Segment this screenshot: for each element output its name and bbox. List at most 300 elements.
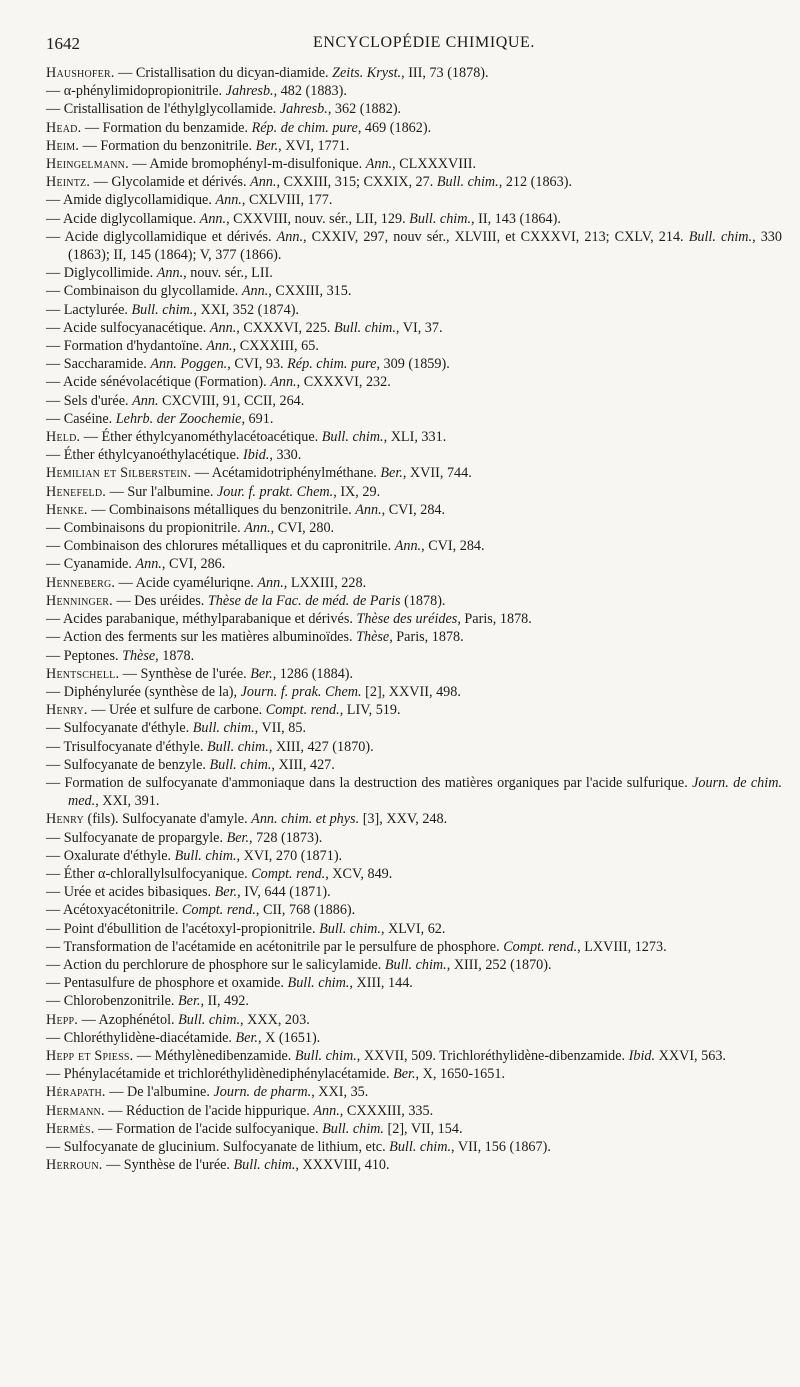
entry-source: Thèse de la Fac. de méd. de Paris	[207, 592, 401, 609]
bibliography-entry	[46, 337, 782, 355]
entry-source: Bull. chim.	[178, 1011, 240, 1028]
entry-source: Ann. chim. et phys.	[251, 811, 360, 828]
entry-title: Cristallisation de l'éthylglycollamide.	[60, 101, 280, 118]
entry-reference: , VI, 37.	[395, 319, 443, 336]
entry-title: Sulfocyanate d'éthyle.	[60, 720, 193, 737]
bibliography-entry	[46, 155, 782, 173]
bibliography-entry	[46, 537, 782, 555]
entry-reference: , Paris, 1878.	[389, 629, 464, 646]
entry-reference: , CXXIII, 315.	[268, 283, 352, 300]
entry-title: Urée et acides bibasiques.	[60, 884, 215, 901]
bibliography-entry	[46, 574, 782, 592]
ditto-dash: —	[46, 938, 61, 955]
ditto-dash: —	[46, 520, 61, 537]
entry-source: Ann.	[276, 228, 304, 245]
entry-reference: , XXX, 203.	[240, 1011, 310, 1028]
bibliography-entry	[46, 210, 782, 228]
entry-title: — Acide cyaméluriqne.	[115, 574, 258, 591]
entry-reference: , nouv. sér., LII.	[183, 265, 273, 282]
entry-reference: (1878).	[400, 592, 446, 609]
bibliography-entry	[46, 82, 782, 100]
entry-source: Ann.	[206, 338, 233, 355]
entry-reference: , IV, 644 (1871).	[237, 884, 331, 901]
entry-source: Ann.	[241, 283, 269, 300]
entry-source: Bull. chim.	[294, 1047, 357, 1064]
bibliography-entry	[46, 774, 782, 810]
entry-author: Hemilian et Silberstein.	[46, 465, 192, 482]
entry-reference: , CXXXVI, 225.	[236, 319, 335, 336]
entry-source: Compt. rend.	[251, 865, 326, 882]
bibliography-entry	[46, 920, 782, 938]
entry-source: Thèse	[356, 629, 390, 646]
entry-source: Bull. chim.	[322, 1120, 384, 1137]
entry-author: Henninger.	[46, 592, 113, 609]
entry-source: Ann.	[365, 156, 393, 173]
entry-title: Acide sénévolacétique (Formation).	[60, 374, 271, 391]
ditto-dash: —	[46, 720, 61, 737]
entry-author: Henry.	[46, 702, 88, 719]
entry-reference: CXCVIII, 91, CCII, 264.	[158, 392, 305, 409]
entry-reference: , XXI, 35.	[311, 1084, 369, 1101]
entry-source: Bull. chim.	[209, 756, 272, 773]
ditto-dash: —	[46, 1066, 61, 1083]
entry-source: Bull. chim.	[206, 738, 269, 755]
bibliography-entry	[46, 719, 782, 737]
entry-title: — Sur l'albumine.	[106, 483, 217, 500]
entry-source: Bull. chim.	[192, 720, 255, 737]
entry-title: Formation de sulfocyanate d'ammoniaque dans la destruction des matières organiques par l'acide sulfurique.	[60, 774, 693, 791]
entry-source: Rép. chim. pure	[287, 356, 377, 373]
entry-reference: , XLI, 331.	[383, 429, 447, 446]
entry-source: Ber.	[235, 1029, 258, 1046]
entry-source: Bull. chim.	[233, 1157, 296, 1174]
entry-title: Point d'ébullition de l'acétoxyl-propionitrile.	[60, 920, 320, 937]
bibliography-entry	[46, 901, 782, 919]
ditto-dash: —	[46, 447, 61, 464]
entry-title: Acides parabanique, méthylparabanique et dérivés.	[60, 611, 357, 628]
running-title: ENCYCLOPÉDIE CHIMIQUE.	[312, 34, 536, 51]
entry-source: Bull. chim.	[287, 975, 350, 992]
bibliography-entry	[46, 1029, 782, 1047]
bibliography-entry	[46, 1047, 782, 1065]
bibliography-entry	[46, 647, 782, 665]
bibliography-entry	[46, 974, 782, 992]
entry-source: Thèse	[122, 647, 156, 664]
entry-title: Acide diglycollamidique et dérivés.	[60, 228, 277, 245]
entry-title: — Acétamidotriphénylméthane.	[191, 465, 381, 482]
entry-reference: , II, 143 (1864).	[471, 210, 561, 227]
entry-author: Henke.	[46, 501, 88, 518]
entry-author: Henneberg.	[46, 574, 116, 591]
entry-reference: , CXXIII, 315; CXXIX, 27.	[276, 174, 437, 191]
bibliography-entry	[46, 137, 782, 155]
entry-reference: , 212 (1863).	[498, 174, 573, 191]
entry-title: — Formation du benzonitrile.	[79, 137, 256, 154]
bibliography-entry	[46, 264, 782, 282]
entry-title: Caséine.	[60, 410, 116, 427]
entry-source: Compt. rend.	[181, 902, 256, 919]
bibliography-entry	[46, 319, 782, 337]
bibliography-entry	[46, 938, 782, 956]
entry-title: Acide sulfocyanacétique.	[60, 319, 210, 336]
bibliography-entry	[46, 1120, 782, 1138]
entry-reference: [3], XXV, 248.	[359, 811, 448, 828]
bibliography-entry	[46, 373, 782, 391]
entry-source: Bull. chim.	[334, 319, 396, 336]
ditto-dash: —	[46, 847, 61, 864]
entry-reference: , XIII, 427.	[271, 756, 335, 773]
entry-author: Held.	[46, 429, 81, 446]
entry-title: — De l'albumine.	[105, 1084, 214, 1101]
ditto-dash: —	[46, 283, 61, 300]
entry-source: Compt. rend.	[503, 938, 578, 955]
bibliography-entry	[46, 883, 782, 901]
entry-reference: [2], VII, 154.	[383, 1120, 463, 1137]
entry-source: Ibid.	[242, 447, 270, 464]
entry-reference: , 469 (1862).	[357, 119, 432, 136]
entry-reference: , XVII, 744.	[402, 465, 472, 482]
ditto-dash: —	[46, 756, 61, 773]
ditto-dash: —	[46, 556, 61, 573]
entry-reference: , XXI, 352 (1874).	[193, 301, 299, 318]
entry-author: Head.	[46, 119, 82, 136]
entry-title: Action du perchlorure de phosphore sur le salicylamide.	[60, 956, 385, 973]
entry-title: Sulfocyanate de propargyle.	[60, 829, 227, 846]
ditto-dash: —	[46, 629, 61, 646]
entry-title: — Synthèse de l'urée.	[102, 1157, 234, 1174]
bibliography-entry	[46, 100, 782, 118]
bibliography-entry	[46, 428, 782, 446]
bibliography-entry	[46, 446, 782, 464]
entry-title: — Méthylènedibenzamide.	[133, 1047, 295, 1064]
entry-reference: , 309 (1859).	[376, 356, 450, 373]
entry-reference: , XIII, 427 (1870).	[268, 738, 374, 755]
entry-title: Sulfocyanate de benzyle.	[60, 756, 210, 773]
entry-reference: , II, 492.	[200, 993, 249, 1010]
entry-reference: , CVI, 286.	[161, 556, 226, 573]
bibliography-entry	[46, 592, 782, 610]
entry-reference: , XIII, 144.	[349, 975, 413, 992]
entry-title: Saccharamide.	[60, 356, 151, 373]
entry-source: Journ. f. prak. Chem.	[240, 683, 362, 700]
entry-title: Combinaison du glycollamide.	[60, 283, 242, 300]
entry-source: Bull. chim.	[436, 174, 499, 191]
entry-reference: , XLVI, 62.	[380, 920, 446, 937]
entry-source: Ann.	[135, 556, 162, 573]
ditto-dash: —	[46, 192, 61, 209]
entry-source: Ann.	[394, 538, 422, 555]
entry-reference: , LIV, 519.	[339, 702, 401, 719]
entry-reference: XXVI, 563.	[655, 1047, 726, 1064]
entry-reference: , 330.	[269, 447, 302, 464]
ditto-dash: —	[46, 829, 61, 846]
bibliography-entry	[46, 173, 782, 191]
ditto-dash: —	[46, 611, 61, 628]
entry-title: Acétoxyacétonitrile.	[60, 902, 182, 919]
entry-reference: , CVI, 280.	[270, 520, 335, 537]
entry-source: Bull. chim.	[174, 847, 237, 864]
entry-reference: , IX, 29.	[333, 483, 381, 500]
bibliography-entry	[46, 555, 782, 573]
entry-reference: , XXVII, 509. Trichloréthylidène-dibenzamide.	[356, 1047, 629, 1064]
entry-author: Hepp et Spiess.	[46, 1047, 134, 1064]
ditto-dash: —	[46, 993, 61, 1010]
ditto-dash: —	[46, 301, 61, 318]
entry-source: Ber.	[255, 137, 279, 154]
entry-author: Hermès.	[46, 1120, 95, 1137]
entry-title: — Synthèse de l'urée.	[119, 665, 251, 682]
bibliography-entry	[46, 756, 782, 774]
ditto-dash: —	[46, 228, 61, 245]
entry-reference: , X, 1650-1651.	[415, 1066, 506, 1083]
entry-reference: , 728 (1873).	[249, 829, 323, 846]
entry-source: Ann.	[313, 1102, 340, 1119]
entry-title: α-phénylimidopropionitrile.	[60, 83, 226, 100]
entry-source: Ber.	[226, 829, 250, 846]
entry-reference: , CXXIV, 297, nouv sér., XLVIII, et CXXXVI, 213; CXLV, 214.	[303, 228, 689, 245]
entry-source: Ibid.	[628, 1047, 656, 1064]
entry-title: Chlorobenzonitrile.	[60, 993, 178, 1010]
entry-source: Ann.	[257, 574, 284, 591]
entry-title: Oxalurate d'éthyle.	[60, 847, 175, 864]
ditto-dash: —	[46, 884, 61, 901]
entry-author: Henefeld.	[46, 483, 107, 500]
entry-source: Ann. Poggen.	[150, 356, 228, 373]
entry-author: Heintz.	[46, 174, 91, 191]
entry-source: Bull. chim.	[319, 920, 381, 937]
entry-author: Hepp.	[46, 1011, 79, 1028]
entry-author: Heingelmann.	[46, 156, 129, 173]
entry-title: Action des ferments sur les matières albuminoïdes.	[60, 629, 357, 646]
entry-reference: , XVI, 1771.	[278, 137, 350, 154]
entry-author: Hermann.	[46, 1102, 105, 1119]
entry-title: Acide diglycollamique.	[60, 210, 200, 227]
entry-source: Ann.	[355, 501, 382, 518]
entry-source: Ber.	[380, 465, 403, 482]
entry-reference: , CVI, 284.	[421, 538, 485, 555]
entry-reference: , 362 (1882).	[327, 101, 402, 118]
entry-source: Thèse des uréides	[356, 611, 458, 628]
entry-source: Jahresb.	[279, 101, 328, 118]
bibliography-entry	[46, 119, 782, 137]
entry-source: Lehrb. der Zoochemie	[115, 410, 242, 427]
bibliography-entry	[46, 847, 782, 865]
bibliography-entry	[46, 628, 782, 646]
entry-reference: , XXI, 391.	[95, 793, 160, 810]
entry-reference: , CVI, 284.	[381, 501, 446, 518]
entry-title: Combinaisons du propionitrile.	[60, 520, 245, 537]
entry-title: Lactylurée.	[60, 301, 132, 318]
entry-source: Ann.	[132, 392, 159, 409]
entry-author: Hérapath.	[46, 1084, 106, 1101]
entry-source: Ber.	[178, 993, 201, 1010]
ditto-dash: —	[46, 210, 61, 227]
ditto-dash: —	[46, 319, 61, 336]
ditto-dash: —	[46, 538, 61, 555]
entry-reference: [2], XXVII, 498.	[361, 683, 461, 700]
entry-source: Bull. chim.	[131, 301, 194, 318]
entry-author: Heim.	[46, 137, 80, 154]
bibliography-entry	[46, 956, 782, 974]
entry-source: Ann.	[244, 520, 271, 537]
bibliography-entry	[46, 501, 782, 519]
entry-title: — Formation de l'acide sulfocyanique.	[94, 1120, 323, 1137]
entry-reference: , 1286 (1884).	[272, 665, 354, 682]
entry-reference: , LXXIII, 228.	[283, 574, 367, 591]
ditto-dash: —	[46, 1138, 61, 1155]
bibliography-entry	[46, 701, 782, 719]
entry-source: Jahresb.	[225, 83, 274, 100]
entry-title: Sels d'urée.	[60, 392, 133, 409]
entry-source: Bull. chim.	[321, 429, 384, 446]
entry-title: — Réduction de l'acide hippurique.	[104, 1102, 314, 1119]
bibliography-entry	[46, 1011, 782, 1029]
ditto-dash: —	[46, 975, 61, 992]
entry-title: (fils). Sulfocyanate d'amyle.	[83, 811, 252, 828]
entry-title: — Éther éthylcyanométhylacétoacétique.	[80, 429, 322, 446]
entry-source: Ann.	[250, 174, 277, 191]
entry-author: Henry	[46, 811, 84, 828]
entry-title: Formation d'hydantoïne.	[60, 338, 207, 355]
ditto-dash: —	[46, 647, 61, 664]
entry-reference: , VII, 85.	[254, 720, 307, 737]
entry-source: Jour. f. prakt. Chem.	[216, 483, 334, 500]
entry-title: — Azophénétol.	[78, 1011, 179, 1028]
entry-reference: , CXXVIII, nouv. sér., LII, 129.	[226, 210, 410, 227]
ditto-dash: —	[46, 956, 61, 973]
entry-title: Peptones.	[60, 647, 123, 664]
bibliography-entry	[46, 738, 782, 756]
ditto-dash: —	[46, 865, 61, 882]
entry-title: — Des uréides.	[112, 592, 208, 609]
entry-title: — Combinaisons métalliques du benzonitrile.	[87, 501, 356, 518]
entry-title: — Urée et sulfure de carbone.	[87, 702, 266, 719]
ditto-dash: —	[46, 101, 61, 118]
entry-reference: , CXLVIII, 177.	[241, 192, 333, 209]
entry-title: Amide diglycollamidique.	[60, 192, 216, 209]
bibliography-entry	[46, 282, 782, 300]
bibliography-entry	[46, 1065, 782, 1083]
bibliography-entry	[46, 301, 782, 319]
entry-source: Ber.	[393, 1066, 416, 1083]
entry-reference: , 691.	[241, 410, 274, 427]
entry-title: Sulfocyanate de glucinium. Sulfocyanate de lithium, etc.	[60, 1138, 390, 1155]
entry-reference: , CLXXXVIII.	[392, 156, 477, 173]
entry-title: Éther éthylcyanoéthylacétique.	[60, 447, 243, 464]
bibliography-entry	[46, 64, 782, 82]
entry-source: Ber.	[214, 884, 238, 901]
entry-reference: , 330 (1863); II, 145 (1864); V, 377 (1866).	[68, 228, 782, 264]
entry-source: Ber.	[250, 665, 273, 682]
bibliography-entry	[46, 992, 782, 1010]
entry-source: Journ. de chim. med.	[68, 774, 782, 810]
bibliography-entry	[46, 610, 782, 628]
ditto-dash: —	[46, 374, 61, 391]
entry-title: Transformation de l'acétamide en acétonitrile par le persulfure de phosphore.	[60, 938, 504, 955]
entry-source: Ann.	[270, 374, 297, 391]
entry-title: — Cristallisation du dicyan-diamide.	[114, 65, 333, 81]
entry-reference: , CII, 768 (1886).	[255, 902, 356, 919]
entry-reference: , XIII, 252 (1870).	[446, 956, 552, 973]
bibliography-entry	[46, 665, 782, 683]
entry-reference: , 1878.	[155, 647, 195, 664]
bibliography-entry	[46, 464, 782, 482]
bibliography-entry	[46, 483, 782, 501]
entry-reference: , XXXVIII, 410.	[295, 1157, 390, 1174]
entry-reference: , LXVIII, 1273.	[577, 938, 667, 955]
ditto-dash: —	[46, 83, 61, 100]
bibliography-entry	[46, 865, 782, 883]
entry-reference: , CXXXVI, 232.	[296, 374, 391, 391]
entry-reference: , CXXXIII, 335.	[339, 1102, 434, 1119]
bibliography-entry	[46, 1083, 782, 1101]
entry-author: Haushofer.	[46, 65, 115, 81]
ditto-dash: —	[46, 902, 61, 919]
page-number: 1642	[46, 34, 80, 53]
bibliography-list	[46, 64, 782, 1174]
entry-source: Zeits. Kryst.	[332, 65, 402, 81]
entry-source: Rép. de chim. pure	[251, 119, 358, 136]
bibliography-entry	[46, 519, 782, 537]
entry-title: Éther α-chlorallylsulfocyanique.	[60, 865, 252, 882]
entry-source: Bull. chim.	[384, 956, 447, 973]
entry-source: Ann.	[199, 210, 227, 227]
bibliography-entry	[46, 228, 782, 264]
entry-source: Ann.	[215, 192, 242, 209]
ditto-dash: —	[46, 338, 61, 355]
entry-reference: , CVI, 93.	[227, 356, 288, 373]
entry-reference: , VII, 156 (1867).	[451, 1138, 551, 1155]
entry-title: — Formation du benzamide.	[81, 119, 252, 136]
ditto-dash: —	[46, 392, 61, 409]
entry-reference: , Paris, 1878.	[457, 611, 532, 628]
bibliography-entry	[46, 1102, 782, 1120]
bibliography-entry	[46, 1156, 782, 1174]
entry-title: Diphénylurée (synthèse de la),	[60, 683, 241, 700]
entry-author: Herroun.	[46, 1157, 103, 1174]
ditto-dash: —	[46, 410, 61, 427]
entry-title: Diglycollimide.	[60, 265, 157, 282]
bibliography-entry	[46, 410, 782, 428]
entry-reference: , XVI, 270 (1871).	[236, 847, 343, 864]
bibliography-entry	[46, 355, 782, 373]
entry-source: Ann.	[209, 319, 237, 336]
entry-source: Bull. chim.	[688, 228, 753, 245]
entry-title: Phénylacétamide et trichloréthylidènediphénylacétamide.	[60, 1066, 394, 1083]
entry-source: Compt. rend.	[265, 702, 340, 719]
entry-reference: , CXXXIII, 65.	[232, 338, 319, 355]
ditto-dash: —	[46, 356, 61, 373]
bibliography-entry	[46, 829, 782, 847]
ditto-dash: —	[46, 738, 61, 755]
bibliography-entry	[46, 392, 782, 410]
bibliography-entry	[46, 810, 782, 828]
entry-source: Bull. chim.	[409, 210, 472, 227]
bibliography-entry	[46, 683, 782, 701]
entry-author: Hentschell.	[46, 665, 120, 682]
entry-title: Chloréthylidène-diacétamide.	[60, 1029, 236, 1046]
entry-reference: , X (1651).	[257, 1029, 321, 1046]
entry-title: Pentasulfure de phosphore et oxamide.	[60, 975, 288, 992]
entry-source: Ann.	[156, 265, 184, 282]
ditto-dash: —	[46, 265, 61, 282]
page-header	[46, 30, 782, 58]
entry-title: Trisulfocyanate d'éthyle.	[60, 738, 207, 755]
entry-reference: , 482 (1883).	[273, 83, 347, 100]
ditto-dash: —	[46, 774, 61, 791]
entry-title: Combinaison des chlorures métalliques et du capronitrile.	[60, 538, 395, 555]
entry-reference: , XCV, 849.	[325, 865, 393, 882]
